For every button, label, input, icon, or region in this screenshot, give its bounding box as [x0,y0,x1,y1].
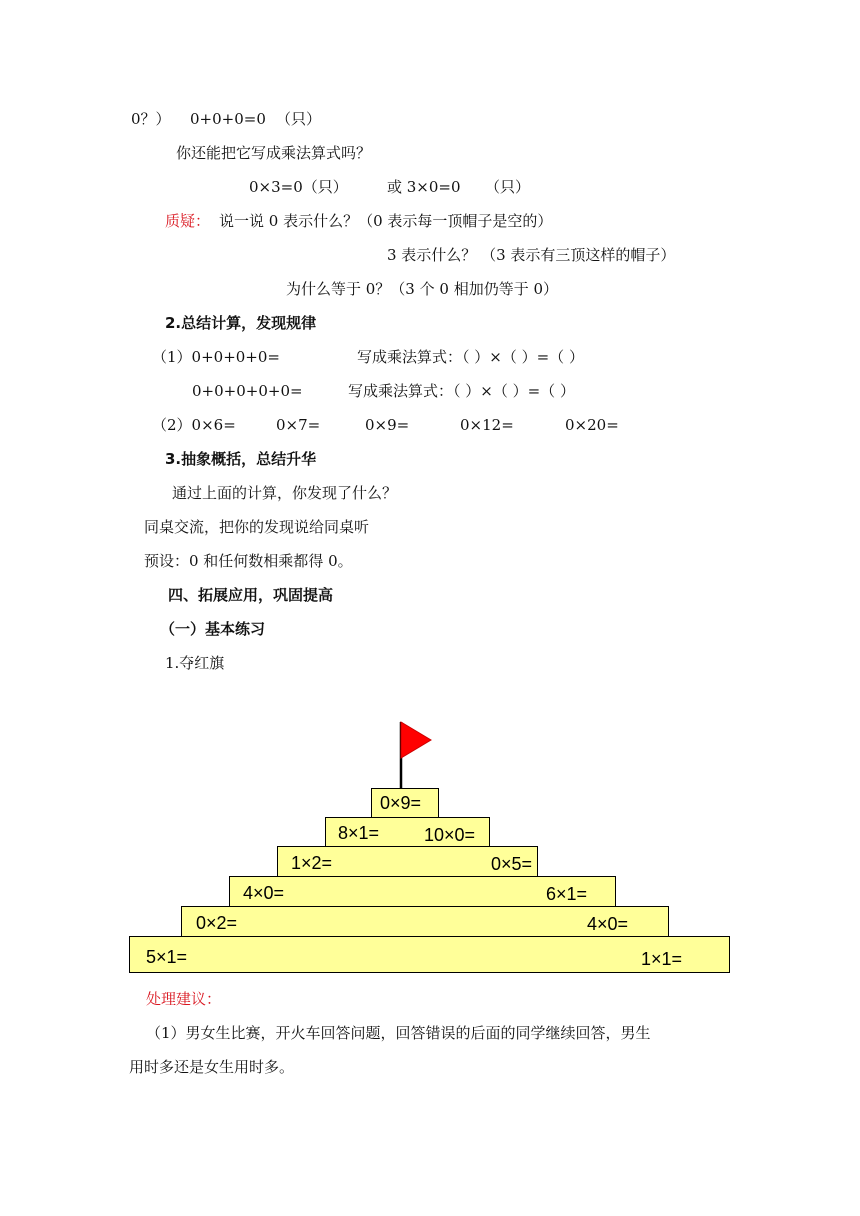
equation: 10×0= [424,825,476,845]
text-line: 为什么等于 0？（3 个 0 相加仍等于 0） [286,280,559,298]
text-line: 或 3×0=0 [387,178,461,196]
equation: 6×1= [546,884,588,904]
pyramid-step-6 [129,936,730,973]
text-line: （1）0+0+0+0= [152,348,280,366]
text-line: （1）男女生比赛，开火车回答问题，回答错误的后面的同学继续回答，男生 [146,1024,651,1042]
text-line: 0×7= [276,416,321,434]
text-line: 通过上面的计算，你发现了什么？ [172,484,398,502]
text-line: 同桌交流，把你的发现说给同桌听 [144,518,370,536]
text-line: 0×3=0（只） [249,178,348,196]
question-label: 质疑： [165,212,211,230]
advice-label: 处理建议： [146,990,222,1008]
text-line: （只） [276,110,322,128]
text-line: 写成乘法算式：（ ）×（ ）=（ ） [348,382,575,400]
text-line: （只） [485,178,531,196]
text-line: 1.夺红旗 [165,654,225,672]
equation: 4×0= [243,883,285,903]
text-line: 0+0+0=0 [190,110,266,128]
equation: 1×2= [291,853,333,873]
equation: 4×0= [587,914,629,934]
section-heading: （一）基本练习 [160,620,266,638]
text-line: 预设：0 和任何数相乘都得 0。 [144,552,353,570]
equation: 0×5= [491,854,533,874]
text-line: （2）0×6= [152,416,236,434]
text-line: 写成乘法算式：（ ）×（ ）=（ ） [357,348,584,366]
text-line: 用时多还是女生用时多。 [129,1058,295,1076]
text-line: 0×9= [365,416,410,434]
section-heading: 2.总结计算，发现规律 [165,314,317,332]
equation: 5×1= [146,947,188,967]
equation: 0×9= [380,793,422,813]
text-line: 说一说 0 表示什么？（0 表示每一顶帽子是空的） [219,212,553,230]
text-line: 0×20= [565,416,619,434]
section-heading: 3.抽象概括，总结升华 [165,450,317,468]
equation: 8×1= [338,823,380,843]
section-heading: 四、拓展应用，巩固提高 [168,586,334,604]
text-line: 3 表示什么？ （3 表示有三顶这样的帽子） [387,246,676,264]
text-line: 你还能把它写成乘法算式吗？ [176,144,372,162]
red-flag-icon [396,720,436,790]
text-line: 0？） [131,110,171,128]
equation: 1×1= [641,949,683,969]
text-line: 0+0+0+0+0= [192,382,303,400]
equation: 0×2= [196,913,238,933]
text-line: 0×12= [460,416,514,434]
